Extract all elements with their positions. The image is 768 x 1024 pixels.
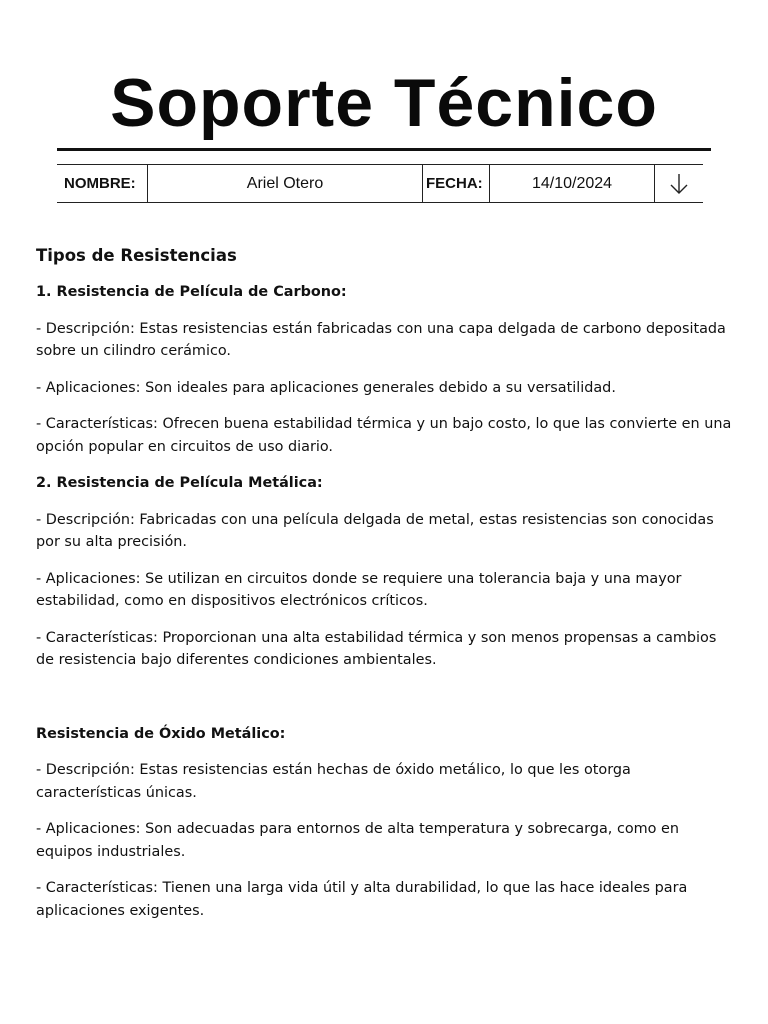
paragraph-applications: - Aplicaciones: Son ideales para aplicaciones generales debido a su versatilidad. (36, 379, 616, 396)
page-title: Soporte Técnico (110, 65, 658, 141)
paragraph-description: - Descripción: Estas resistencias están hechas de óxido metálico, lo que les otorga características únicas. (36, 762, 631, 801)
document-body (36, 244, 736, 936)
subsection-title: 1. Resistencia de Película de Carbono: (36, 284, 347, 300)
paragraph-characteristics: - Características: Ofrecen buena estabilidad térmica y un bajo costo, lo que las convierte en una opción popular en circuitos de uso diario. (36, 416, 732, 455)
spacer (36, 686, 736, 723)
subsection-title: 2. Resistencia de Película Metálica: (36, 475, 323, 491)
name-field[interactable]: Ariel Otero (148, 165, 423, 202)
arrow-down-icon-svg (668, 172, 690, 196)
section-heading: Tipos de Resistencias (36, 246, 237, 265)
paragraph-description: - Descripción: Fabricadas con una película delgada de metal, estas resistencias son conocidas por su alta precisión. (36, 511, 714, 550)
info-row (57, 164, 703, 203)
paragraph-characteristics: - Características: Tienen una larga vida útil y alta durabilidad, lo que las hace ideales para aplicaciones exigentes. (36, 880, 688, 919)
paragraph-applications: - Aplicaciones: Son adecuadas para entornos de alta temperatura y sobrecarga, como en equipos industriales. (36, 821, 680, 860)
title-divider (57, 148, 711, 151)
paragraph-applications: - Aplicaciones: Se utilizan en circuitos donde se requiere una tolerancia baja y una mayor estabilidad, como en dispositivos electrónicos críticos. (36, 570, 682, 609)
date-label: FECHA: (423, 165, 490, 202)
name-label: NOMBRE: (57, 165, 148, 202)
subsection-title: Resistencia de Óxido Metálico: (36, 725, 286, 742)
date-field[interactable]: 14/10/2024 (490, 165, 655, 202)
arrow-down-icon[interactable] (655, 165, 703, 202)
paragraph-characteristics: - Características: Proporcionan una alta estabilidad térmica y son menos propensas a cambios de resistencia bajo diferentes condiciones ambientales. (36, 629, 717, 668)
paragraph-description: - Descripción: Estas resistencias están fabricadas con una capa delgada de carbono depositada sobre un cilindro cerámico. (36, 320, 726, 359)
